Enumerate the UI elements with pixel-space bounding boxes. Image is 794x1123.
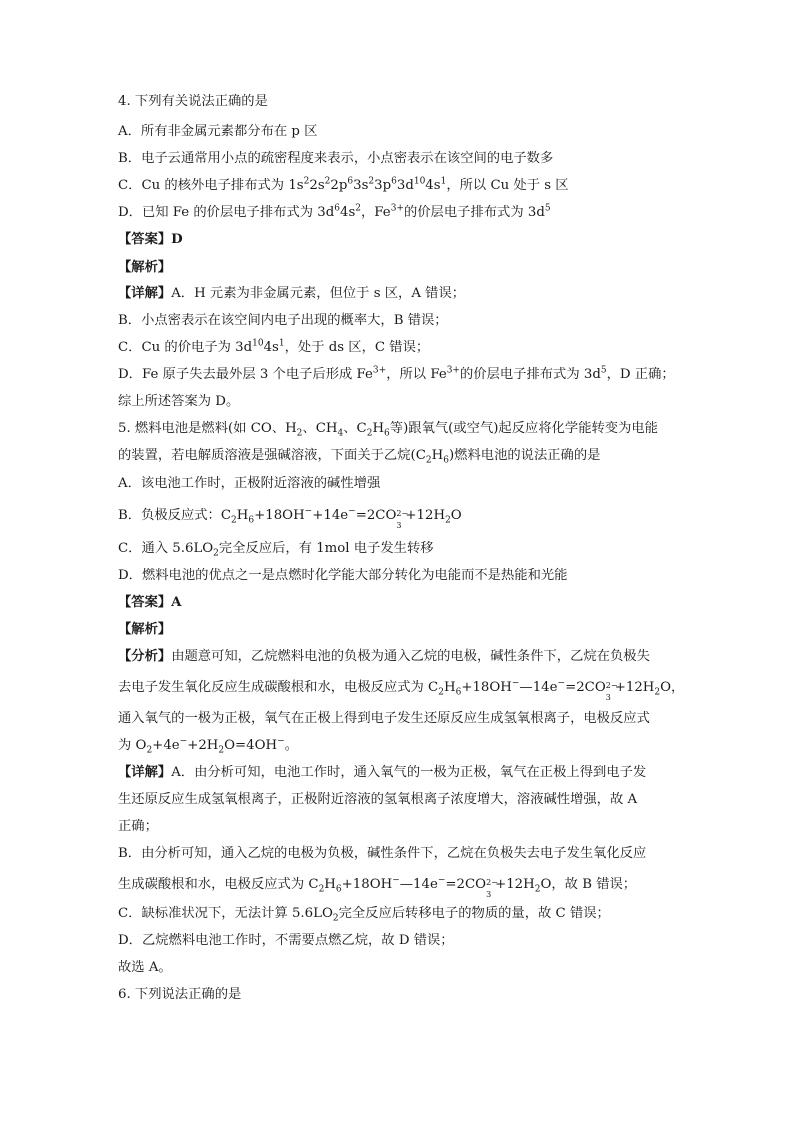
q4-d-text-1: D．已知 Fe 的价层电子排布式为 3d: [118, 205, 335, 220]
q4-c-conf-6: 3s: [353, 178, 369, 193]
text: C．通入 5.6LO: [118, 541, 214, 556]
sub: 2: [213, 548, 219, 559]
q5-fenxi-4: [118, 736, 298, 756]
question-5-stem-line1: [118, 419, 658, 439]
q4-option-c: [118, 176, 569, 196]
q4-option-c-text: C．Cu 的核外电子排布式为 1s: [118, 178, 304, 193]
q5-xiangjie-7: D．乙烷燃料电池工作时，不需要点燃乙烷，故 D 错误；: [118, 933, 454, 948]
text: H: [431, 448, 444, 463]
q4-detail-b: B．小点密表示在该空间内电子出现的概率大，B 错误；: [118, 313, 448, 328]
detail-tag: 【详解】: [118, 286, 172, 301]
q4-option-b: B．电子云通常用小点的疏密程度来表示，小点密表示在该空间的电子数多: [118, 151, 554, 166]
text: H: [236, 508, 249, 523]
text: )燃料电池的说法正确的是: [448, 448, 601, 463]
q4-c-conf-2: 2s: [309, 178, 325, 193]
sup: 3+: [390, 203, 404, 214]
sub: 2: [654, 687, 661, 698]
text: 的装置，若电解质溶液是强碱溶液，下面关于乙烷(C: [118, 448, 426, 463]
sub: 2: [296, 428, 303, 439]
q5-option-d: D．燃料电池的优点之一是点燃时化学能大部分转化为电能而不是热能和光能: [118, 568, 568, 583]
text: 、C: [343, 421, 367, 436]
sub: 2: [146, 745, 153, 756]
sup: −: [304, 506, 313, 517]
sub: 6: [335, 884, 342, 895]
q5-fenxi-2: [118, 678, 685, 702]
sup: 2−: [396, 508, 409, 518]
text: 、CH: [302, 421, 338, 436]
text: 完全反应后，有 1mol 电子发生转移: [218, 541, 434, 556]
sub: 3: [605, 692, 611, 702]
sub: 2: [438, 687, 444, 698]
text: 由题意可知，乙烷燃料电池的负极为通入乙烷的电极，碱性条件下，乙烷在负极失: [171, 649, 650, 664]
sub: 6: [384, 428, 390, 439]
q4-c-conf-3: 2: [324, 176, 331, 187]
q4-detail-d: [118, 365, 675, 385]
text: C．缺标准状况下，无法计算 5.6LO: [118, 906, 333, 921]
text: A．由分析可知，电池工作时，通入氧气的一极为正极，氧气在正极上得到电子发: [171, 765, 647, 780]
q5-option-c: [118, 539, 434, 559]
q4-c-conf-12: 4s: [425, 178, 441, 193]
q5-xiangjie-3: 正确；: [118, 819, 158, 834]
text: 。: [284, 738, 298, 753]
q5-analysis-heading: 【解析】: [118, 622, 172, 637]
sub: 4: [337, 428, 344, 439]
sub: 2: [332, 913, 339, 924]
q4-option-c-end: ，所以 Cu 处于 s 区: [446, 178, 569, 193]
text: 4s: [263, 340, 279, 355]
sup: 2−: [486, 877, 498, 887]
text: =2CO: [445, 877, 487, 892]
sub: 3: [396, 520, 402, 530]
sub: 3: [486, 889, 492, 899]
text: —14e: [399, 877, 438, 892]
sub: 2: [218, 745, 225, 756]
co3-scripts: [605, 680, 618, 702]
text: +12H: [405, 508, 446, 523]
co3-scripts: [396, 508, 409, 530]
detail-text: A．H 元素为非金属元素，但位于 s 区，A 错误；: [171, 286, 466, 301]
sup: −: [437, 875, 446, 886]
q5-fenxi-1: [118, 647, 650, 667]
q5-option-a: A．该电池工作时，正极附近溶液的碱性增强: [118, 476, 381, 491]
q5-answer: 【答案】A: [118, 595, 182, 610]
q4-c-conf-9: 6: [391, 176, 397, 187]
text: H: [324, 877, 336, 892]
q4-c-conf-11: 10: [413, 176, 426, 187]
question-4-stem: 4. 下列有关说法正确的是: [118, 94, 268, 109]
q4-d-text-2: 4s: [339, 205, 356, 220]
sup: −: [392, 875, 400, 886]
text: +12H: [495, 877, 535, 892]
q4-analysis-heading: 【解析】: [118, 260, 172, 275]
q5-xiangjie-1: [118, 763, 646, 783]
co3-scripts: [486, 877, 498, 899]
q4-c-conf-7: 2: [368, 176, 375, 187]
text: 为 O: [118, 738, 147, 753]
text: 的价层电子排布式为 3d: [459, 367, 601, 382]
text: +18OH: [461, 680, 512, 695]
text: +4e: [152, 738, 180, 753]
q5-xiangjie-4: B．由分析可知，通入乙烷的电极为负极，碱性条件下，乙烷在负极失去电子发生氧化反应: [118, 846, 647, 861]
sup: 1: [278, 338, 285, 349]
q5-fenxi-3: 通入氧气的一极为正极，氧气在正极上得到电子发生还原反应生成氢氧根离子，电极反应式: [118, 711, 650, 726]
q5-xiangjie-5: [118, 875, 637, 899]
text: —14e: [519, 680, 558, 695]
text: ，所以 Fe: [386, 367, 447, 382]
sub: 6: [443, 455, 449, 466]
sup: 6: [334, 203, 340, 214]
sup: −: [348, 506, 356, 517]
sub: 2: [534, 884, 541, 895]
text: =2CO: [355, 508, 397, 523]
q4-c-conf-8: 3p: [374, 178, 392, 193]
detail-tag: 【详解】: [118, 765, 172, 780]
question-5-stem-line2: [118, 446, 600, 466]
q4-d-text-3: ，Fe: [361, 205, 391, 220]
sup: 10: [252, 338, 264, 349]
q5-option-b: [118, 506, 462, 530]
text: =2CO: [565, 680, 606, 695]
text: H: [443, 680, 456, 695]
text: 等)跟氧气(或空气)起反应将化学能转变为电能: [389, 421, 658, 436]
sup: −: [179, 736, 188, 747]
sub: 2: [318, 884, 325, 895]
text: O，故 B 错误；: [540, 877, 637, 892]
text: 去电子发生氧化反应生成碳酸根和水，电极反应式为 C: [118, 680, 439, 695]
q4-c-conf-13: 1: [440, 176, 447, 187]
text: +2H: [187, 738, 219, 753]
text: O，: [660, 680, 685, 695]
sub: 2: [425, 455, 432, 466]
text: D．Fe 原子失去最外层 3 个电子后形成 Fe: [118, 367, 373, 382]
text: +14e: [312, 508, 349, 523]
text: +18OH: [341, 877, 393, 892]
text: 5. 燃料电池是燃料(如 CO、H: [118, 421, 297, 436]
sup: −: [277, 736, 285, 747]
sub: 6: [248, 515, 255, 526]
q4-c-conf-5: 6: [347, 176, 354, 187]
text: O: [450, 508, 462, 523]
sub: 2: [366, 428, 373, 439]
q4-c-conf-1: 2: [303, 176, 310, 187]
q5-xiangjie-2: 生还原反应生成氢氧根离子，正极附近溶液的氢氧根离子浓度增大，溶液碱性增强，故 A: [118, 792, 638, 807]
sup: −: [511, 678, 520, 689]
q4-c-conf-10: 3d: [396, 178, 414, 193]
sup: −: [557, 678, 566, 689]
sub: 2: [445, 515, 451, 526]
text: +18OH: [254, 508, 305, 523]
text: 生成碳酸根和水，电极反应式为 C: [118, 877, 319, 892]
text: H: [372, 421, 385, 436]
sup: 3+: [372, 365, 387, 376]
q4-option-a: A．所有非金属元素都分布在 p 区: [118, 124, 318, 139]
sub: 6: [455, 687, 462, 698]
q4-answer: 【答案】D: [118, 232, 183, 247]
text: +12H: [614, 680, 655, 695]
q4-d-text-4: 的价层电子排布式为 3d: [403, 205, 545, 220]
sup: 2−: [605, 680, 618, 690]
text: 完全反应后转移电子的物质的量，故 C 错误；: [338, 906, 610, 921]
text: O=4OH: [224, 738, 278, 753]
text: B．负极反应式：C: [118, 508, 232, 523]
sup: 3+: [446, 365, 460, 376]
question-6-stem: 6. 下列说法正确的是: [118, 987, 242, 1002]
q5-conclusion: 故选 A。: [118, 960, 172, 975]
sup: 2: [355, 203, 362, 214]
q4-summary: 综上所述答案为 D。: [118, 394, 240, 409]
q4-c-conf-4: 2p: [330, 178, 348, 193]
q4-option-d: [118, 203, 551, 223]
sup: 5: [600, 365, 607, 376]
text: ，D 正确；: [606, 367, 675, 382]
sub: 2: [231, 515, 237, 526]
q4-detail-a: [118, 284, 465, 304]
text: ，处于 ds 区，C 错误；: [284, 340, 430, 355]
q4-detail-c: [118, 338, 429, 358]
analysis-tag: 【分析】: [118, 649, 172, 664]
sup: 5: [544, 203, 551, 214]
q5-xiangjie-6: [118, 904, 610, 924]
text: C．Cu 的价电子为 3d: [118, 340, 253, 355]
